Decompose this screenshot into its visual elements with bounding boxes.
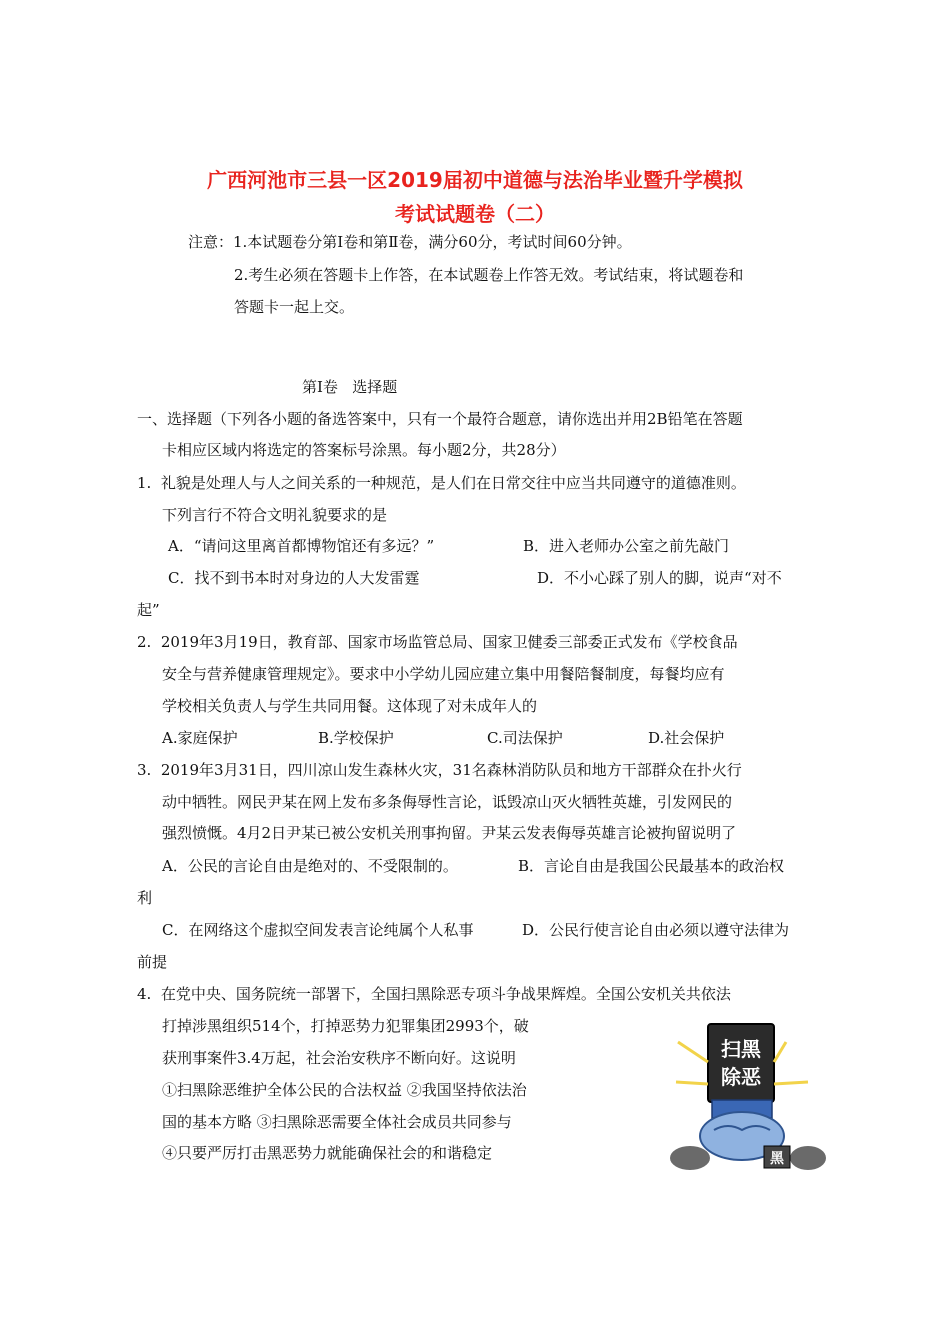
q4-stem-line2: 打掉涉黑组织514个，打掉恶势力犯罪集团2993个，破 (162, 1017, 529, 1035)
notice-line3: 答题卡一起上交。 (234, 298, 355, 316)
q2-stem-line1: 2. 2019年3月19日，教育部、国家市场监管总局、国家卫健委三部委正式发布《学校食品 (137, 633, 738, 651)
q2-stem-line3: 学校相关负责人与学生共同用餐。这体现了对未成年人的 (162, 697, 538, 715)
exam-title-line1: 广西河池市三县一区2019届初中道德与法治毕业暨升学模拟 (207, 168, 743, 192)
q3-option-b: B．言论自由是我国公民最基本的政治权 (518, 857, 785, 875)
rock-text: 黑 (770, 1151, 784, 1167)
q3-option-c: C．在网络这个虚拟空间发表言论纯属个人私事 (162, 921, 474, 939)
q3-option-b-cont: 利 (137, 889, 153, 907)
q2-option-a: A.家庭保护 (162, 729, 238, 747)
q3-option-d-cont: 前提 (137, 953, 168, 971)
q3-stem-line2: 动中牺牲。网民尹某在网上发布多条侮辱性言论，诋毁凉山灭火牺牲英雄，引发网民的 (162, 793, 733, 811)
q4-statement-line4: ①扫黑除恶维护全体公民的合法权益 ②我国坚持依法治 (162, 1081, 527, 1099)
q1-option-d: D．不小心踩了别人的脚，说声“对不 (537, 569, 782, 587)
notice-line1: 注意：1.本试题卷分第Ⅰ卷和第Ⅱ卷，满分60分，考试时间60分钟。 (188, 233, 632, 251)
q1-option-c: C．找不到书本时对身边的人大发雷霆 (168, 569, 420, 587)
q1-option-b: B．进入老师办公室之前先敲门 (523, 537, 730, 555)
sign-board (708, 1024, 774, 1102)
q1-option-a: A．“请问这里离首都博物馆还有多远？” (168, 537, 435, 555)
notice-line2: 2.考生必须在答题卡上作答，在本试题卷上作答无效。考试结束，将试题卷和 (234, 266, 744, 284)
rubble-left (670, 1146, 710, 1170)
q1-stem-line1: 1. 礼貌是处理人与人之间关系的一种规范，是人们在日常交往中应当共同遵守的道德准则。 (137, 474, 746, 492)
q4-statement-line5: 国的基本方略 ③扫黑除恶需要全体社会成员共同参与 (162, 1113, 512, 1131)
section-intro-line1: 一、选择题（下列各小题的备选答案中，只有一个最符合题意，请你选出并用2B铅笔在答题 (137, 410, 743, 428)
q2-option-d: D.社会保护 (648, 729, 725, 747)
sign-text-bottom: 除恶 (721, 1065, 761, 1089)
q3-option-a: A．公民的言论自由是绝对的、不受限制的。 (162, 857, 458, 875)
exam-title-line2: 考试试题卷（二） (395, 202, 555, 226)
q4-statement-line6: ④只要严厉打击黑恶势力就能确保社会的和谐稳定 (162, 1144, 493, 1162)
anti-crime-cartoon-illustration (668, 1022, 828, 1174)
section-heading: 第Ⅰ卷 选择题 (302, 378, 398, 396)
q1-stem-line2: 下列言行不符合文明礼貌要求的是 (162, 506, 388, 524)
q4-stem-line3: 获刑事案件3.4万起，社会治安秩序不断向好。这说明 (162, 1049, 516, 1067)
sign-text-top: 扫黑 (721, 1037, 761, 1061)
q1-option-d-cont: 起” (137, 601, 160, 619)
q3-option-d: D．公民行使言论自由必须以遵守法律为 (522, 921, 790, 939)
section-intro-line2: 卡相应区域内将选定的答案标号涂黑。每小题2分，共28分） (162, 441, 566, 459)
rubble-right (790, 1146, 826, 1170)
q2-option-c: C.司法保护 (487, 729, 563, 747)
q2-stem-line2: 安全与营养健康管理规定》。要求中小学幼儿园应建立集中用餐陪餐制度，每餐均应有 (162, 665, 725, 683)
cartoon-svg (668, 1022, 828, 1174)
q3-stem-line1: 3. 2019年3月31日，四川凉山发生森林火灾，31名森林消防队员和地方干部群众在扑火行 (137, 761, 742, 779)
q3-stem-line3: 强烈愤慨。4月2日尹某已被公安机关刑事拘留。尹某云发表侮辱英雄言论被拘留说明了 (162, 824, 737, 842)
q2-option-b: B.学校保护 (318, 729, 394, 747)
q4-stem-line1: 4. 在党中央、国务院统一部署下，全国扫黑除恶专项斗争战果辉煌。全国公安机关共依法 (137, 985, 731, 1003)
